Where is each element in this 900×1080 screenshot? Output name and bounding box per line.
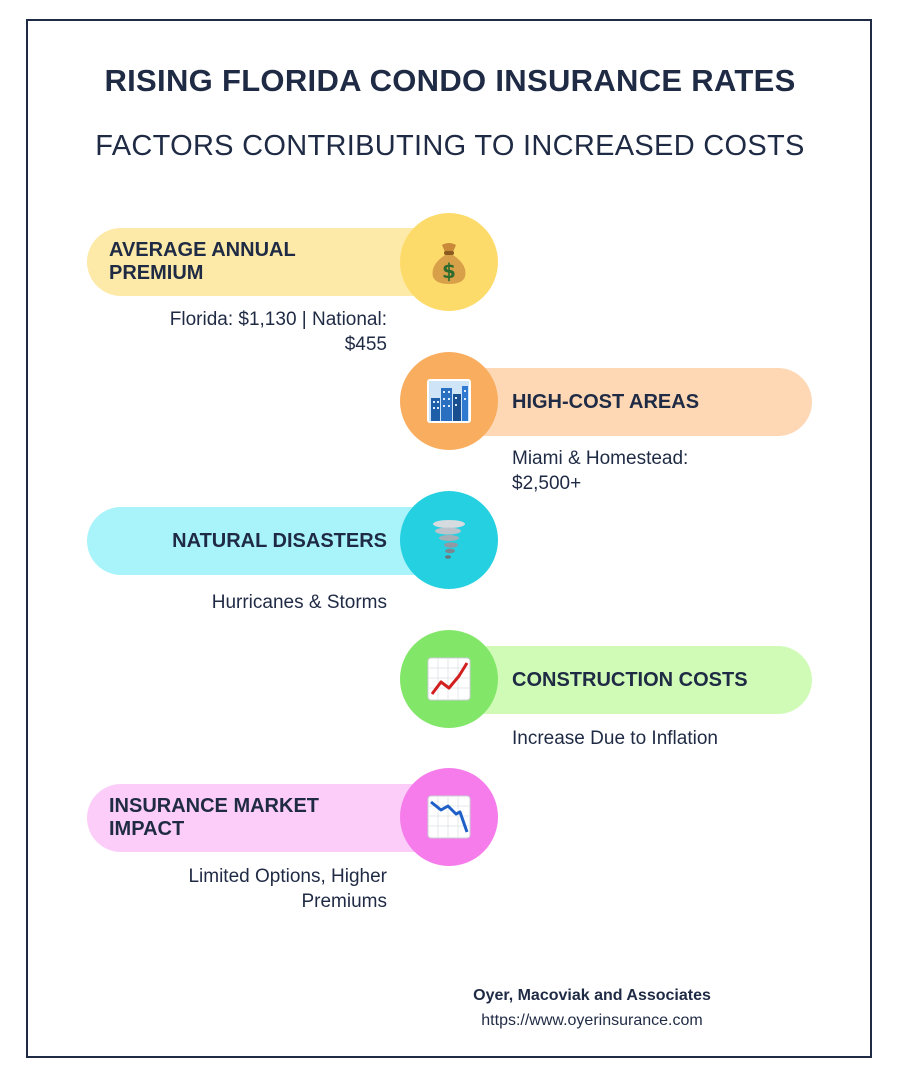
factor-label: INSURANCE MARKET IMPACT [109,795,319,840]
factor-description: Hurricanes & Storms [211,592,387,613]
factor-description: Limited Options, Higher Premiums [188,866,387,912]
page-subtitle: FACTORS CONTRIBUTING TO INCREASED COSTS [95,130,805,162]
factor-label: NATURAL DISASTERS [172,529,387,552]
factor-label: HIGH-COST AREAS [512,390,700,413]
city-buildings-icon [424,376,474,426]
factor-description: Florida: $1,130 | National: $455 [169,309,387,355]
factor-circle [400,213,498,311]
factor-circle [400,630,498,728]
factor-pill-natural-disasters [87,507,447,575]
svg-text:$: $ [442,259,456,283]
factor-circle [400,768,498,866]
factor-pill-average-annual-premium [87,228,447,296]
factor-pill-insurance-market-impact [87,784,447,852]
factor-pill-high-cost-areas [450,368,812,436]
factor-description: Increase Due to Inflation [512,728,718,749]
factor-circle [400,491,498,589]
chart-decreasing-icon [424,792,474,842]
footer-url-link[interactable]: https://www.oyerinsurance.com [481,1012,703,1029]
factor-label: CONSTRUCTION COSTS [512,668,748,691]
money-bag-icon [424,237,474,287]
factor-pill-construction-costs [450,646,812,714]
factor-circle [400,352,498,450]
footer-company-name: Oyer, Macoviak and Associates [473,987,711,1004]
factor-description: Miami & Homestead: $2,500+ [512,448,689,494]
tornado-icon [424,515,474,565]
page-title: RISING FLORIDA CONDO INSURANCE RATES [104,63,796,98]
factor-label: AVERAGE ANNUAL PREMIUM [109,239,296,284]
chart-increasing-icon [424,654,474,704]
